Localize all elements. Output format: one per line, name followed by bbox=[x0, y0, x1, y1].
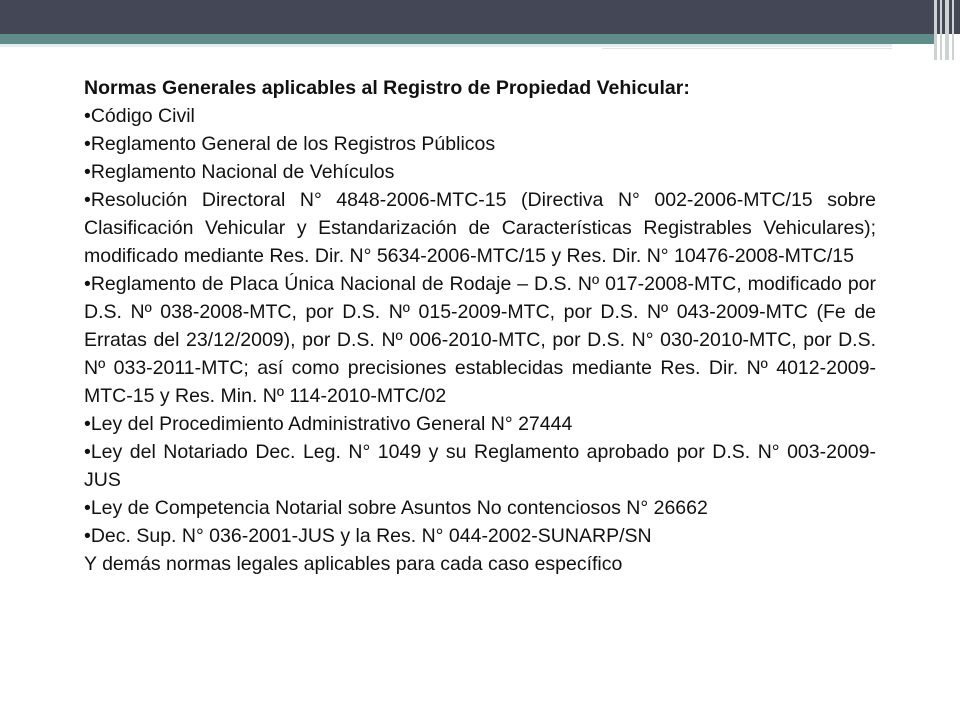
list-item bbox=[84, 270, 876, 410]
list-item bbox=[84, 494, 876, 522]
list-item-text: Ley de Competencia Notarial sobre Asuntos No contenciosos N° 26662 bbox=[90, 497, 708, 519]
list-item-text: Resolución Directoral N° 4848-2006-MTC-15 (Directiva N° 002-2006-MTC/15 sobre Clasificación Vehicular y Estandarización de Características Registrables Vehiculares); modificado mediante Res. Dir. N° 5634-2006-MTC/15 y Res. Dir. N° 10476-2008-MTC/15 bbox=[84, 189, 876, 267]
list-item bbox=[84, 438, 876, 494]
accent-stripe bbox=[0, 34, 935, 44]
slide-body bbox=[84, 74, 876, 578]
bullet-glyph: • bbox=[84, 133, 91, 155]
list-item-text: Reglamento de Placa Única Nacional de Rodaje – D.S. Nº 017-2008-MTC, modificado por D.S. Nº 038-2008-MTC, por D.S. Nº 015-2009-MTC, por D.S. Nº 043-2009-MTC (Fe de Erratas del 23/12/2009), por D.S. Nº 006-2010-MTC, por D.S. N° 030-2010-MTC, por D.S. Nº 033-2011-MTC; así como precisiones establecidas mediante Res. Dir. Nº 4012-2009-MTC-15 y Res. Min. Nº 114-2010-MTC/02 bbox=[84, 273, 876, 407]
list-item-text: Ley del Procedimiento Administrativo General N° 27444 bbox=[90, 413, 573, 435]
list-item bbox=[84, 158, 876, 186]
list-item-text: Dec. Sup. N° 036-2001-JUS y la Res. N° 044-2002-SUNARP/SN bbox=[90, 525, 652, 547]
list-item-text: Código Civil bbox=[90, 105, 195, 127]
list-item-text: Reglamento General de los Registros Públicos bbox=[90, 133, 496, 155]
list-item bbox=[84, 522, 876, 550]
bullet-glyph: • bbox=[84, 273, 91, 295]
bullet-glyph: • bbox=[84, 413, 91, 435]
bullet-glyph: • bbox=[84, 189, 91, 211]
header-rule bbox=[602, 48, 892, 52]
list-item bbox=[84, 186, 876, 270]
accent-stripe-shadow bbox=[0, 44, 892, 47]
list-item bbox=[84, 102, 876, 130]
bullet-glyph: • bbox=[84, 497, 91, 519]
list-item-text: Reglamento Nacional de Vehículos bbox=[90, 161, 395, 183]
top-banner bbox=[0, 0, 960, 34]
list-item bbox=[84, 130, 876, 158]
closing-line: Y demás normas legales aplicables para cada caso específico bbox=[84, 553, 623, 575]
bullet-glyph: • bbox=[84, 441, 91, 463]
bullet-glyph: • bbox=[84, 525, 91, 547]
bullet-glyph: • bbox=[84, 161, 91, 183]
corner-decoration bbox=[932, 0, 960, 60]
slide-heading: Normas Generales aplicables al Registro de Propiedad Vehicular: bbox=[84, 77, 690, 99]
list-item bbox=[84, 410, 876, 438]
bullet-glyph: • bbox=[84, 105, 91, 127]
list-item-text: Ley del Notariado Dec. Leg. N° 1049 y su Reglamento aprobado por D.S. N° 003-2009-JUS bbox=[84, 441, 876, 491]
